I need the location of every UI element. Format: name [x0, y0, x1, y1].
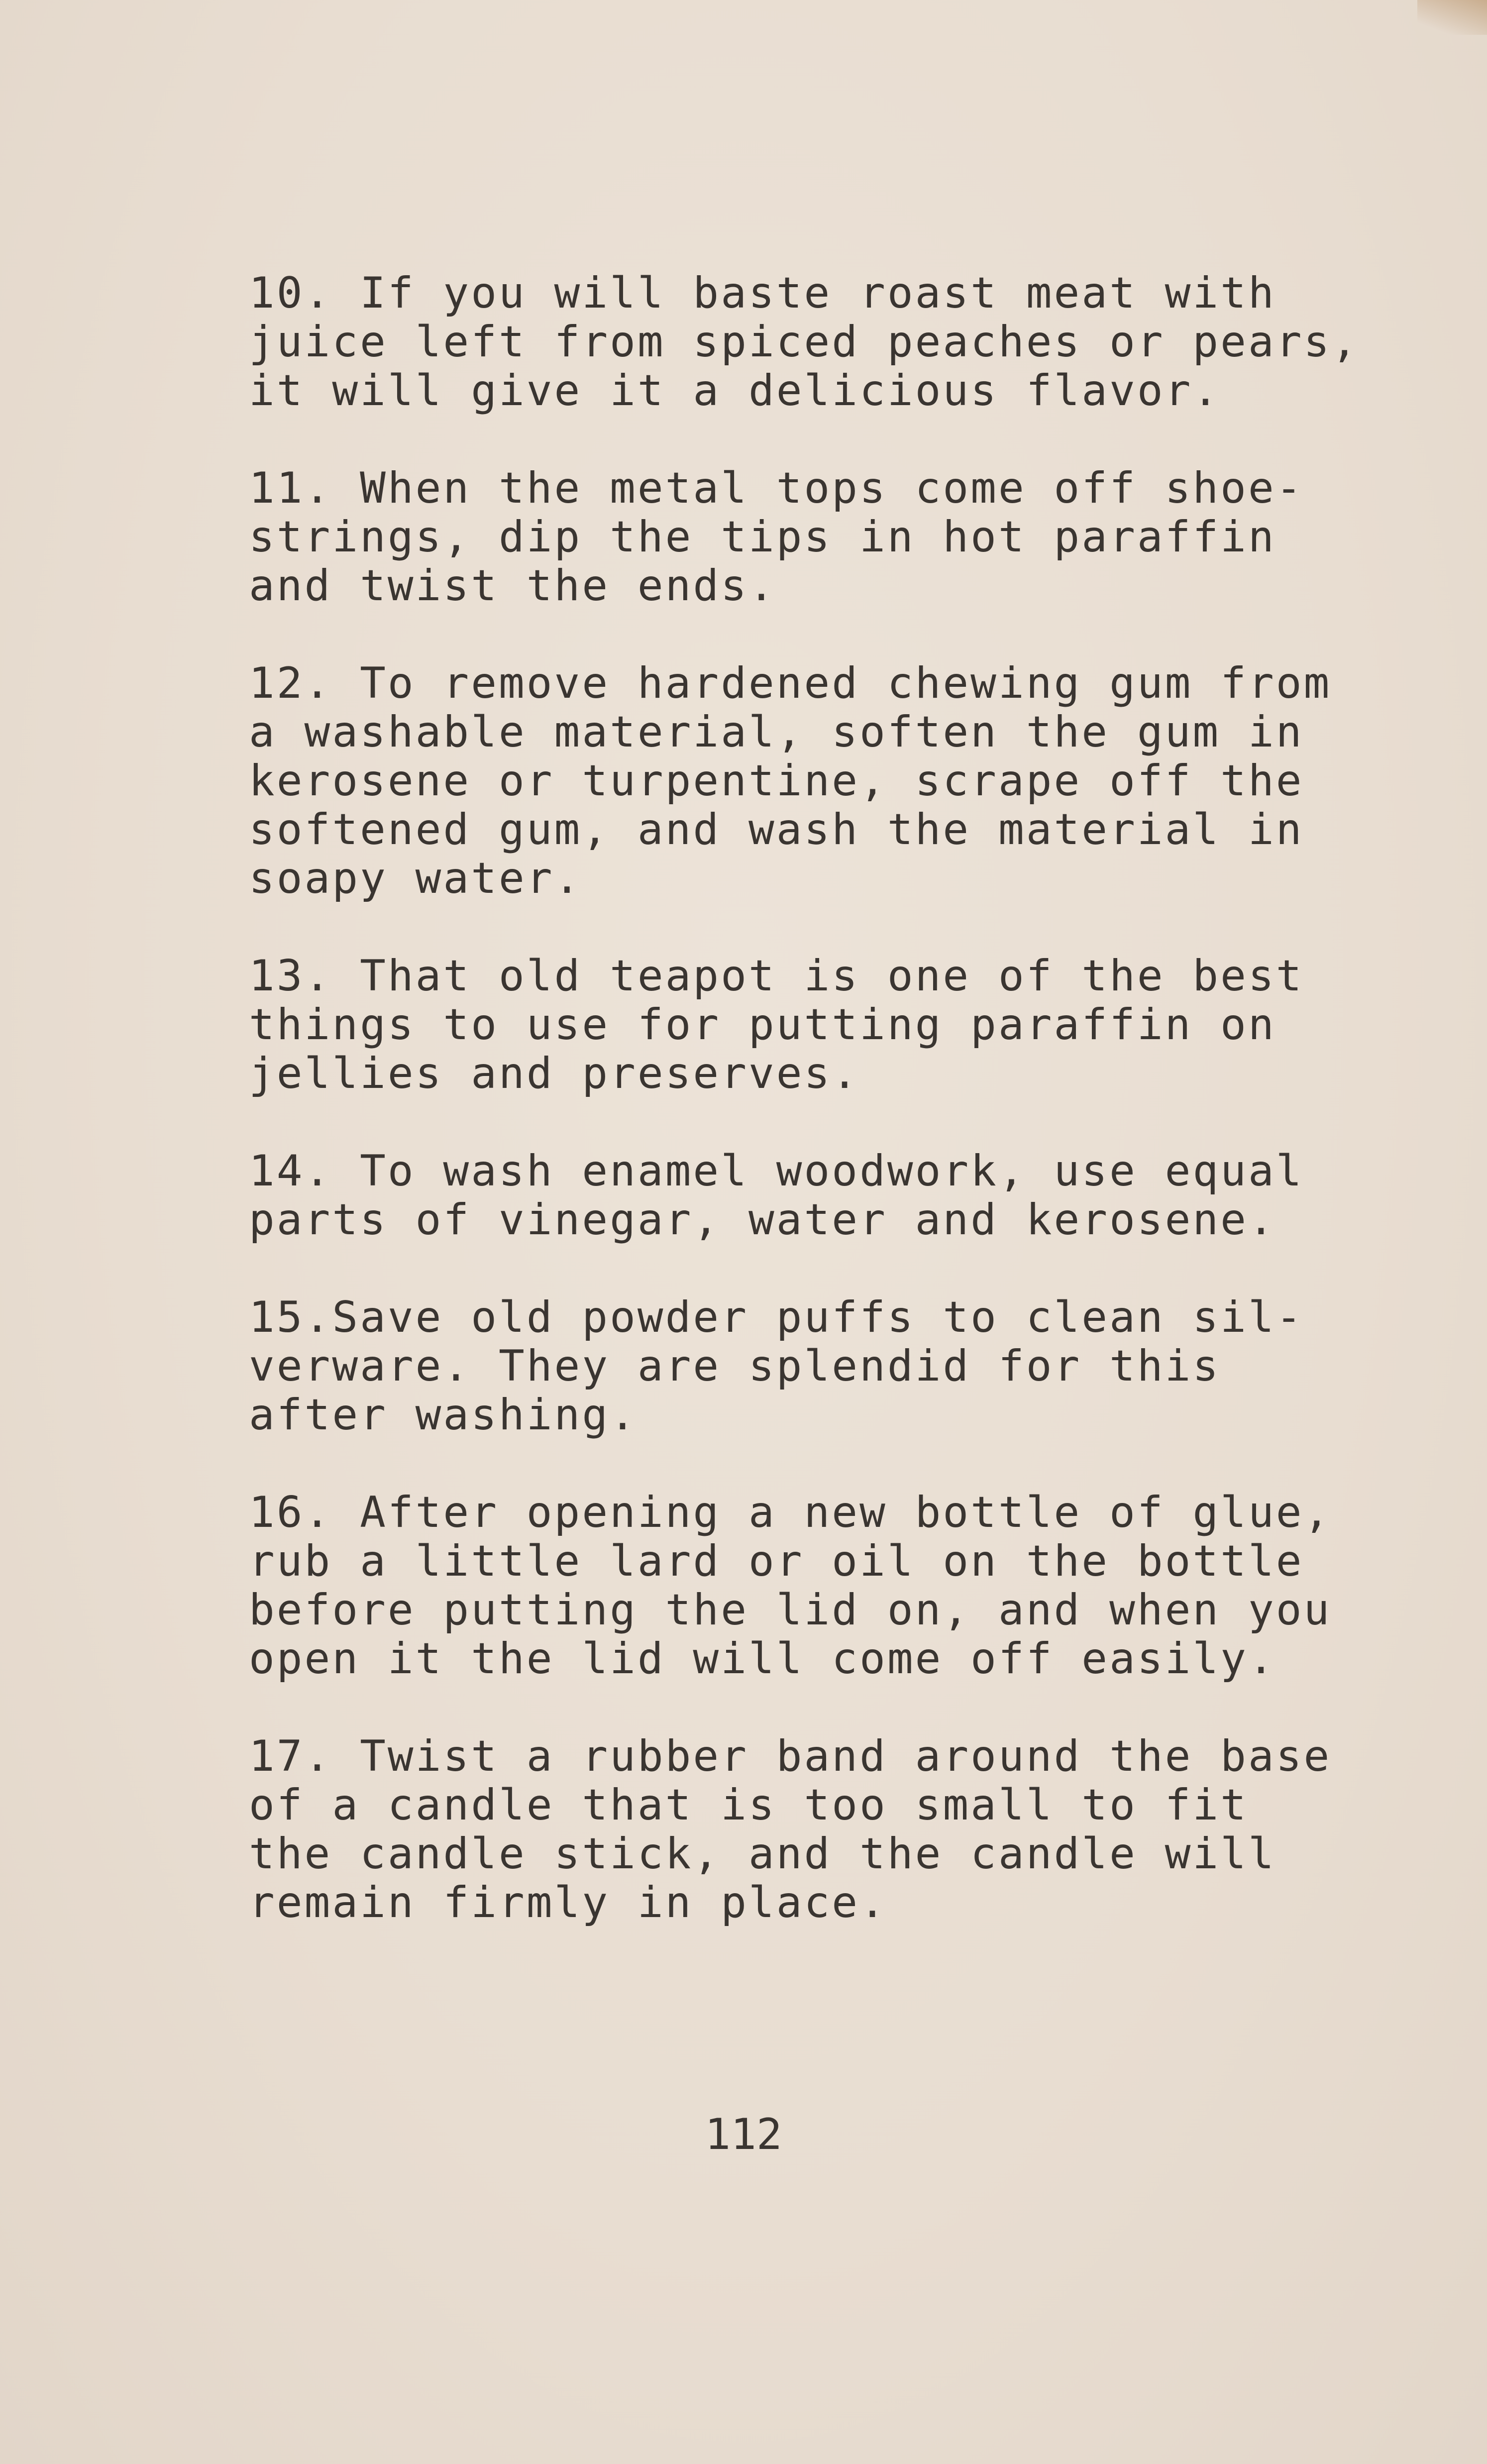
entry-line: open it the lid will come off easily. [249, 1634, 1276, 1684]
entry-line: after washing. [249, 1390, 637, 1440]
entry-line: jellies and preserves. [249, 1049, 860, 1098]
hint-entry-14 [249, 1147, 1463, 1244]
hint-entry-12 [249, 659, 1463, 903]
entry-line: 10. If you will baste roast meat with [249, 268, 1276, 318]
entry-line: soapy water. [249, 854, 582, 903]
entry-line: the candle stick, and the candle will [249, 1829, 1276, 1879]
entry-line: before putting the lid on, and when you [249, 1585, 1332, 1635]
hints-text-block [249, 269, 1463, 1976]
entry-line: 16. After opening a new bottle of glue, [249, 1488, 1332, 1537]
entry-line: and twist the ends. [249, 561, 776, 611]
entry-line: remain firmly in place. [249, 1878, 887, 1928]
entry-line: things to use for putting paraffin on [249, 1000, 1276, 1050]
hint-entry-17 [249, 1732, 1463, 1927]
hint-entry-16 [249, 1488, 1463, 1683]
hint-entry-11 [249, 464, 1463, 610]
entry-line: 17. Twist a rubber band around the base [249, 1731, 1332, 1781]
entry-line: juice left from spiced peaches or pears, [249, 317, 1360, 367]
entry-line: verware. They are splendid for this [249, 1341, 1221, 1391]
entry-line: strings, dip the tips in hot paraffin [249, 512, 1276, 562]
entry-line: it will give it a delicious flavor. [249, 366, 1221, 416]
page-corner-shading [1417, 0, 1487, 35]
hint-entry-15 [249, 1293, 1463, 1439]
entry-line: 13. That old teapot is one of the best [249, 951, 1304, 1001]
hint-entry-10 [249, 269, 1463, 415]
entry-line: a washable material, soften the gum in [249, 707, 1304, 757]
entry-line: 12. To remove hardened chewing gum from [249, 658, 1332, 708]
hint-entry-13 [249, 952, 1463, 1098]
page-number: 112 [705, 2110, 782, 2159]
entry-line: rub a little lard or oil on the bottle [249, 1536, 1304, 1586]
entry-line: 15.Save old powder puffs to clean sil- [249, 1292, 1304, 1342]
entry-line: of a candle that is too small to fit [249, 1780, 1248, 1830]
entry-line: softened gum, and wash the material in [249, 805, 1304, 855]
entry-line: parts of vinegar, water and kerosene. [249, 1195, 1276, 1245]
entry-line: 14. To wash enamel woodwork, use equal [249, 1146, 1304, 1196]
entry-line: kerosene or turpentine, scrape off the [249, 756, 1304, 806]
entry-line: 11. When the metal tops come off shoe- [249, 463, 1304, 513]
